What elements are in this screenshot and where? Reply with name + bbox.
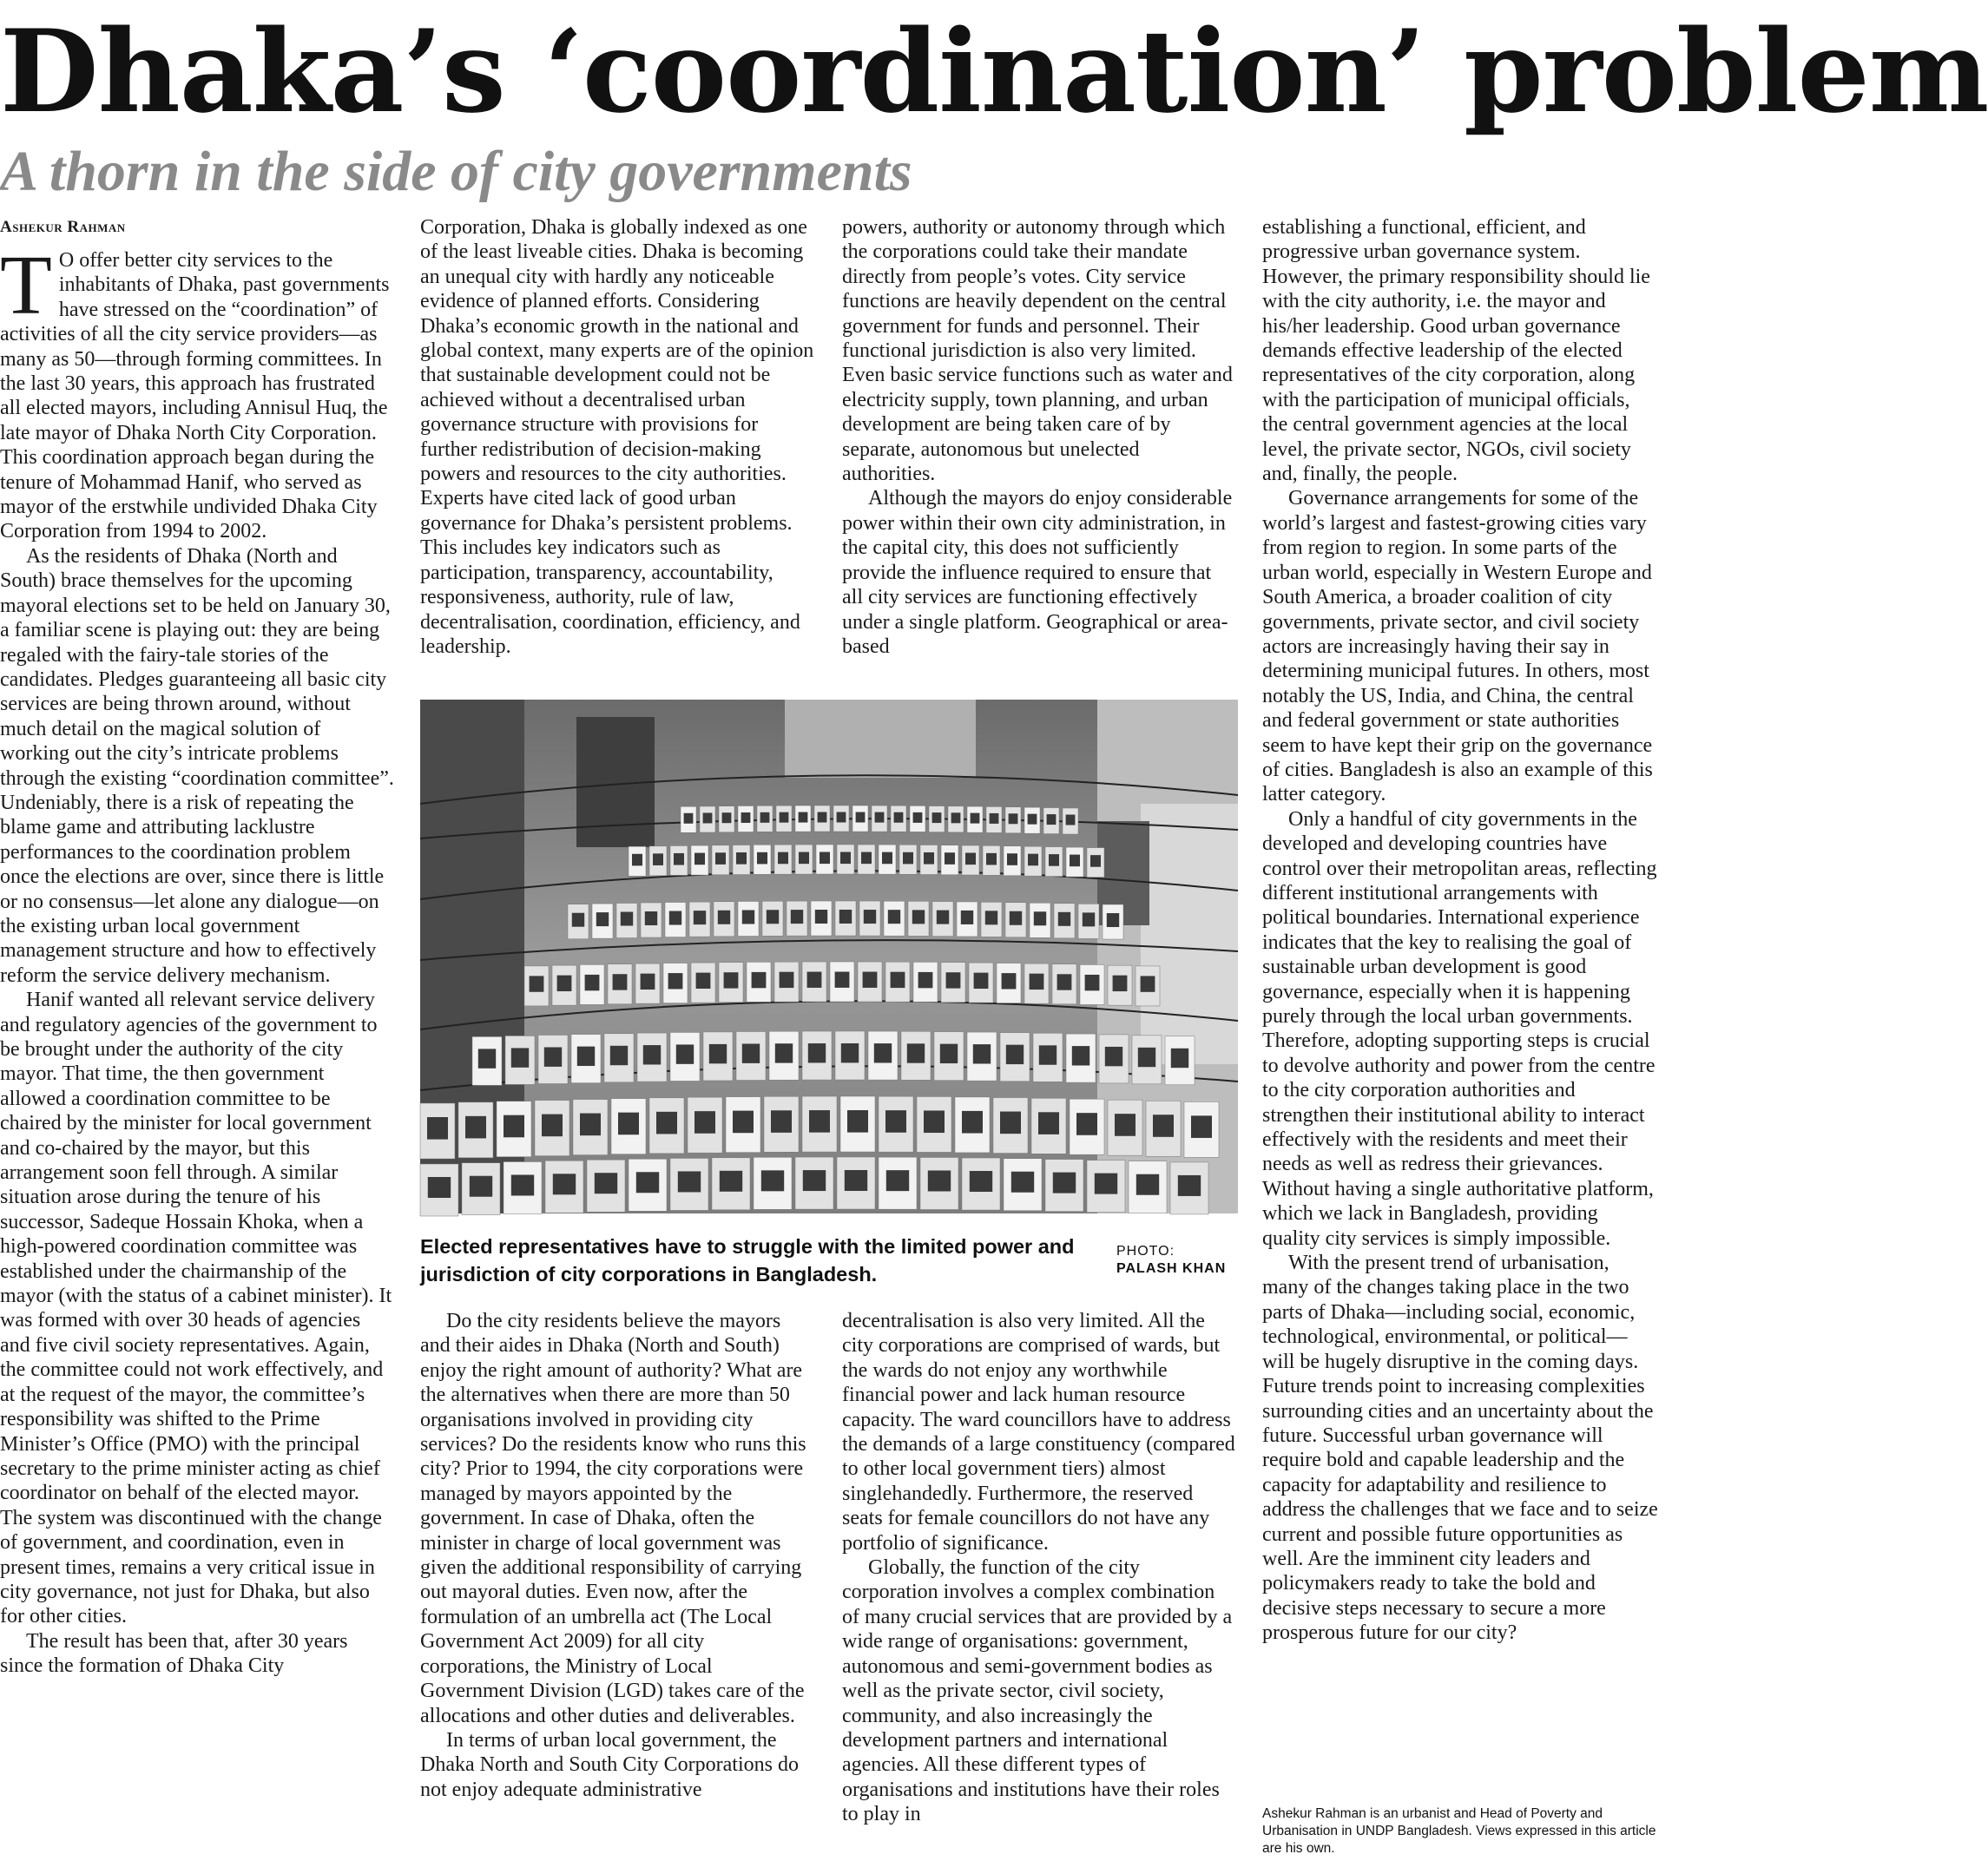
poster-portrait: [1011, 1172, 1034, 1193]
poster-portrait: [684, 813, 694, 824]
poster-portrait: [985, 911, 997, 924]
poster-portrait: [990, 813, 999, 824]
poster-portrait: [1105, 1047, 1122, 1066]
paragraph-8-continued: establishing a functional, efficient, and progressive urban governance system. However, the primary responsibility should lie with the city authority, i.e. the mayor and his/her leadership. Good urban governance demands effective leadership of the elected representatives of the city corporation, along with the participation of municipal officials, the central government agencies at the local level, the private sector, NGOs, civil society and, finally, the people.: [1262, 216, 1650, 486]
poster-portrait: [643, 1045, 661, 1064]
poster-portrait: [742, 910, 754, 924]
poster-portrait: [678, 1171, 701, 1192]
poster-portrait: [791, 910, 803, 924]
poster-portrait: [542, 1115, 563, 1137]
poster-portrait: [1085, 975, 1100, 990]
article-column-3-bottom: [842, 1309, 1237, 1861]
poster-portrait: [961, 911, 973, 924]
poster-portrait: [761, 1170, 784, 1191]
poster-portrait: [1066, 815, 1076, 825]
poster-portrait: [885, 1110, 906, 1133]
poster-portrait: [428, 1177, 451, 1198]
poster-portrait: [595, 1173, 617, 1194]
poster-portrait: [1141, 976, 1155, 991]
poster-portrait: [886, 1170, 909, 1191]
poster-portrait: [924, 852, 934, 865]
paragraph-3: Hanif wanted all relevant service delivery and regulatory agencies of the government to be brought under the authority of the city mayor. That time, the then government allowed a coordination committee to be chaired by the minister for local government and co-chaired by the mayor, but this arrangement soon fell through. A similar situation arose during the tenure of his successor, Sadeque Hossain Khoka, when a high-powered coordination committee was established under the chairmanship of the mayor (with the status of a cabinet minister). It was formed with over 30 heads of agencies and five civil society representatives. Again, the committee could not work effectively, and at the request of the mayor, the committee’s responsibility was shifted to the Prime Minister’s Office (PMO) with the principal secretary to the prime minister acting as chief coordinator on behalf of the elected mayor. The system was discontinued with the change of government, and coordination, even in present times, remains a very critical issue in city governance, not just for Dhaka, but also for other cities.: [0, 989, 392, 1628]
poster-portrait: [1038, 1112, 1059, 1134]
paragraph-7: Although the mayors do enjoy considerable power within their own city administration, in the capital city, this does not sufficiently provide the influence required to ensure that all city services are functioning effectively under a single platform. Geographical or area-based: [842, 487, 1233, 658]
photo-credit: [1116, 1243, 1247, 1278]
poster-portrait: [894, 812, 904, 823]
photo-caption: Elected representatives have to struggle with the limited power and jurisdiction of city corporations in Bangladesh.: [420, 1235, 1075, 1286]
poster-portrait: [861, 852, 872, 865]
poster-portrait: [580, 1114, 601, 1136]
poster-portrait: [1107, 913, 1119, 927]
poster-portrait: [596, 912, 609, 926]
poster-portrait: [674, 853, 684, 865]
poster-portrait: [511, 1174, 534, 1195]
poster-portrait: [613, 974, 628, 990]
poster-portrait: [903, 852, 913, 865]
poster-portrait: [656, 1112, 677, 1134]
poster-portrait: [841, 1043, 859, 1062]
poster-portrait: [1010, 911, 1022, 925]
paragraph-1-text: O offer better city services to the inhabitants of Dhaka, past governments have stressed on the “coordination” of activities of all the city service providers—as many as 50—through forming committees. In the last 30 years, this approach has frustrated all elected mayors, including Annisul Huq, the late mayor of Dhaka North City Corporation. This coordination approach began during the tenure of Mohammad Hanif, who served as mayor of the erstwhile undivided Dhaka City Corporation from 1994 to 2002.: [0, 249, 390, 543]
poster-portrait: [715, 852, 726, 865]
poster-portrait: [694, 853, 705, 865]
poster-portrait: [780, 812, 789, 823]
poster-portrait: [767, 910, 779, 924]
poster-portrait: [1153, 1115, 1174, 1137]
poster-portrait: [1006, 1045, 1024, 1064]
article-column-1: [0, 215, 395, 1861]
poster-portrait: [572, 913, 584, 927]
photo-credit-name: PALASH KHAN: [1116, 1261, 1227, 1276]
poster-portrait: [807, 972, 822, 988]
poster-portrait: [1007, 853, 1017, 865]
poster-portrait: [669, 911, 681, 925]
poster-portrait: [778, 852, 788, 865]
paragraph-4-continued: Corporation, Dhaka is globally indexed as one of the least liveable cities. Dhaka is becoming an unequal city with hardly any noticeable evidence of planned efforts. Considering Dhaka’s economic growth in the national and global context, many experts are of the opinion that sustainable development could not be achieved without a decentralised urban governance structure with provisions for further redistribution of decision-making powers and resources to the city authorities. Experts have cited lack of good urban governance for Dhaka’s persistent problems. This includes key indicators such as participation, transparency, accountability, responsiveness, authority, rule of law, decentralisation, coordination, efficiency, and leadership.: [420, 216, 814, 658]
poster-portrait: [694, 911, 706, 924]
poster-portrait: [946, 972, 961, 988]
poster-portrait: [1002, 973, 1017, 989]
poster-portrait: [1057, 974, 1072, 990]
poster-portrait: [1090, 855, 1101, 867]
poster-portrait: [511, 1048, 529, 1067]
poster-portrait: [736, 852, 747, 865]
poster-portrait: [937, 911, 949, 924]
poster-portrait: [465, 1116, 486, 1139]
poster-portrait: [722, 812, 732, 823]
poster-portrait: [820, 852, 830, 865]
poster-portrait: [720, 1171, 742, 1192]
poster-portrait: [1191, 1115, 1212, 1138]
poster-portrait: [912, 910, 925, 924]
poster-portrait: [1058, 912, 1070, 926]
article-column-2-top: [420, 215, 815, 684]
subheadline: A thorn in the side of city governments: [0, 140, 912, 203]
poster-portrait: [875, 812, 885, 823]
poster-portrait: [1034, 911, 1046, 925]
photo-illustration: [420, 700, 1238, 1213]
poster-portrait: [1053, 1173, 1076, 1194]
paragraph-1: [0, 239, 395, 544]
poster-portrait: [907, 1043, 925, 1062]
poster-portrait: [1178, 1175, 1201, 1196]
poster-portrait: [1113, 976, 1128, 991]
paragraph-4: The result has been that, after 30 years since the formation of Dhaka City: [0, 1629, 348, 1678]
poster-portrait: [733, 1111, 754, 1134]
poster-portrait: [847, 1110, 868, 1133]
poster-portrait: [945, 852, 955, 865]
poster-portrait: [760, 812, 770, 823]
poster-portrait: [1039, 1045, 1057, 1064]
poster-portrait: [703, 812, 713, 823]
poster-portrait: [621, 912, 633, 926]
poster-portrait: [845, 1170, 867, 1191]
poster-portrait: [653, 853, 663, 865]
poster-portrait: [965, 853, 976, 865]
poster-portrait: [636, 1172, 659, 1193]
poster-portrait: [577, 1047, 595, 1066]
poster-portrait: [818, 812, 827, 823]
poster-portrait: [1095, 1174, 1117, 1194]
poster-portrait: [752, 972, 767, 988]
poster-portrait: [742, 1044, 760, 1063]
poster-portrait: [1136, 1174, 1159, 1195]
poster-portrait: [1047, 814, 1057, 825]
paragraph-8: Globally, the function of the city corporation involves a complex combination of many crucial services that are provided by a wide range of organisations: government, autonomous and semi-government bodies as well as the private sector, civil society, community, and also increasingly the development partners and international agencies. All these different types of organisations and institutions have their roles to play in: [842, 1556, 1233, 1826]
poster-portrait: [888, 910, 900, 924]
poster-portrait: [986, 853, 997, 865]
poster-portrait: [891, 972, 905, 988]
poster-portrait: [835, 972, 850, 988]
poster-portrait: [803, 1170, 826, 1191]
poster-portrait: [1070, 855, 1080, 867]
poster-portrait: [928, 1170, 951, 1191]
paragraph-10: Only a handful of city governments in the developed and developing countries have control over their metropolitan areas, reflecting different institutional arrangements with political boundaries. International experience indicates that the key to realising the goal of sustainable urban development is good governance, especially when it is happening purely through the local urban governments. Therefore, adopting supporting steps is crucial to devolve authority and power from the centre to the city corporation authorities and strengthen their institutional ability to interact effectively with the residents and meet their needs as well as redress their grievances. Without having a single authoritative platform, which we lack in Bangladesh, providing quality city services is simply impossible.: [1262, 807, 1657, 1250]
poster-portrait: [973, 1044, 991, 1063]
poster-portrait: [1000, 1112, 1021, 1134]
poster-portrait: [530, 976, 544, 991]
street-poster-photo: [420, 700, 1238, 1213]
paragraph-6: In terms of urban local government, the Dhaka North and South City Corporations do not enjoy adequate administrative: [420, 1728, 799, 1801]
headline: Dhaka’s ‘coordination’ problem: [0, 4, 1988, 138]
poster-portrait: [1076, 1113, 1097, 1135]
poster-portrait: [913, 812, 923, 823]
poster-portrait: [799, 852, 809, 865]
poster-portrait: [962, 1111, 983, 1134]
poster-portrait: [864, 910, 876, 924]
byline: Ashekur Rahman: [0, 218, 126, 236]
poster-portrait: [718, 911, 730, 924]
poster-portrait: [478, 1049, 496, 1068]
poster-portrait: [932, 812, 942, 823]
drop-cap: T: [0, 239, 52, 332]
poster-portrait: [924, 1110, 945, 1133]
paragraph-9: Governance arrangements for some of the world’s largest and fastest-growing cities vary from region to region. In some parts of the urban world, especially in Western Europe and South America, a broader coalition of city governments, private sector, and civil society actors are increasingly having their say in determining municipal futures. In others, most notably the US, India, and China, the central and federal government or state authorities seem to have kept their grip on the governance of cities. Bangladesh is also an example of this latter category.: [1262, 487, 1653, 806]
poster-portrait: [709, 1044, 727, 1063]
poster-portrait: [724, 972, 739, 988]
poster-portrait: [856, 812, 866, 823]
poster-portrait: [1138, 1048, 1155, 1067]
poster-portrait: [1049, 854, 1059, 866]
poster-portrait: [696, 973, 711, 989]
poster-portrait: [839, 910, 852, 924]
poster-portrait: [741, 812, 751, 823]
poster-portrait: [882, 852, 892, 865]
poster-portrait: [775, 1043, 793, 1062]
poster-portrait: [1009, 813, 1018, 824]
poster-portrait: [470, 1176, 492, 1197]
paragraph-7-continued: decentralisation is also very limited. All the city corporations are comprised of wards, but the wards do not enjoy any worthwhile financial power and lack human resource capacity. The ward councillors have to address the demands of a large constituency (compared to other local government tiers) almost singlehandedly. Furthermore, the reserved seats for female councillors do not have any portfolio of significance.: [842, 1310, 1235, 1555]
author-bio: Ashekur Rahman is an urbanist and Head of Poverty and Urbanisation in UNDP Bangladesh. Views expressed in this article are his own.: [1262, 1806, 1656, 1856]
poster-portrait: [940, 1044, 958, 1063]
poster-portrait: [974, 973, 989, 989]
poster-portrait: [585, 975, 600, 990]
poster-portrait: [863, 972, 878, 988]
paragraph-5: Do the city residents believe the mayors and their aides in Dhaka (North and South) enjoy the right amount of authority? What are the alternatives when there are more than 50 organisations involved in providing city services? Do the residents know who runs this city? Prior to 1994, the city corporations were managed by mayors appointed by the government. In case of Dhaka, often the minister in charge of local government was given the additional responsibility of carrying out mayoral duties. Even now, after the formulation of an umbrella act (The Local Government Act 2009) for all city corporations, the Ministry of Local Government Division (LGD) takes care of the allocations and other duties and deliverables.: [420, 1310, 806, 1727]
poster-portrait: [918, 972, 933, 988]
poster-portrait: [1115, 1114, 1136, 1136]
poster-portrait: [1171, 1049, 1188, 1068]
poster-portrait: [632, 854, 642, 866]
paragraph-6-continued: powers, authority or autonomy through which the corporations could take their mandate directly from people’s votes. City service functions are heavily dependent on the central government for funds and personnel. Their functional jurisdiction is also very limited. Even basic service functions such as water and electricity supply, town planning, and urban development are being taken care of by separate, autonomous but unelected authorities.: [842, 216, 1233, 486]
paragraph-11: With the present trend of urbanisation, many of the changes taking place in the two parts of Dhaka—including social, economic, technological, environmental, or political—will be hugely disruptive in the coming days. Future trends point to increasing complexities surrounding cities and an uncertainty about the future. Successful urban governance will require bold and capable leadership and the capacity for adaptability and resilience to address the challenges that we face and to seize current and possible future opportunities as well. Are the imminent city leaders and policymakers ready to take the bold and decisive steps necessary to secure a more prosperous future for our city?: [1262, 1252, 1658, 1645]
photo-credit-label: PHOTO:: [1116, 1244, 1175, 1259]
poster-portrait: [808, 1043, 826, 1062]
poster-portrait: [641, 974, 655, 990]
poster-portrait: [694, 1111, 715, 1134]
poster-portrait: [799, 812, 808, 823]
poster-portrait: [668, 973, 683, 989]
poster-portrait: [971, 813, 980, 824]
poster-portrait: [544, 1047, 562, 1066]
poster-portrait: [757, 852, 767, 865]
poster-portrait: [809, 1110, 830, 1133]
poster-portrait: [1083, 912, 1095, 926]
poster-portrait: [504, 1115, 524, 1138]
poster-portrait: [771, 1110, 792, 1133]
poster-portrait: [1028, 854, 1038, 866]
poster-portrait: [676, 1044, 694, 1063]
poster-portrait: [1072, 1046, 1089, 1065]
poster-portrait: [610, 1046, 628, 1065]
article-column-3-top: [842, 215, 1237, 684]
poster-portrait: [618, 1113, 639, 1135]
article-column-4: [1262, 215, 1658, 1795]
paragraph-2: As the residents of Dhaka (North and South) brace themselves for the upcoming mayoral elections set to be held on January 30, a familiar scene is playing out: they are being regaled with the fairy-tale stories of the candidates. Pledges guaranteeing all basic city services are being thrown around, without much detail on the magical solution of working out the city’s intricate problems through the existing “coordination committee”. Undeniably, there is a risk of repeating the blame game and attributing lacklustre performances to the coordination problem once the elections are over, since there is little or no consensus—let alone any dialogue—on the existing urban local government management structure and how to effectively reform the service delivery mechanism.: [0, 544, 394, 987]
poster-portrait: [557, 976, 572, 991]
poster-portrait: [874, 1043, 892, 1062]
poster-portrait: [553, 1174, 576, 1194]
poster-portrait: [780, 972, 794, 988]
poster-portrait: [951, 812, 961, 823]
poster-portrait: [815, 910, 827, 924]
article-column-2-bottom: [420, 1309, 815, 1861]
poster-portrait: [645, 911, 657, 925]
poster-portrait: [970, 1171, 992, 1192]
poster-portrait: [837, 812, 846, 823]
poster-portrait: [1030, 974, 1044, 990]
poster-portrait: [840, 852, 851, 865]
poster-portrait: [1028, 814, 1037, 825]
poster-portrait: [427, 1117, 448, 1140]
